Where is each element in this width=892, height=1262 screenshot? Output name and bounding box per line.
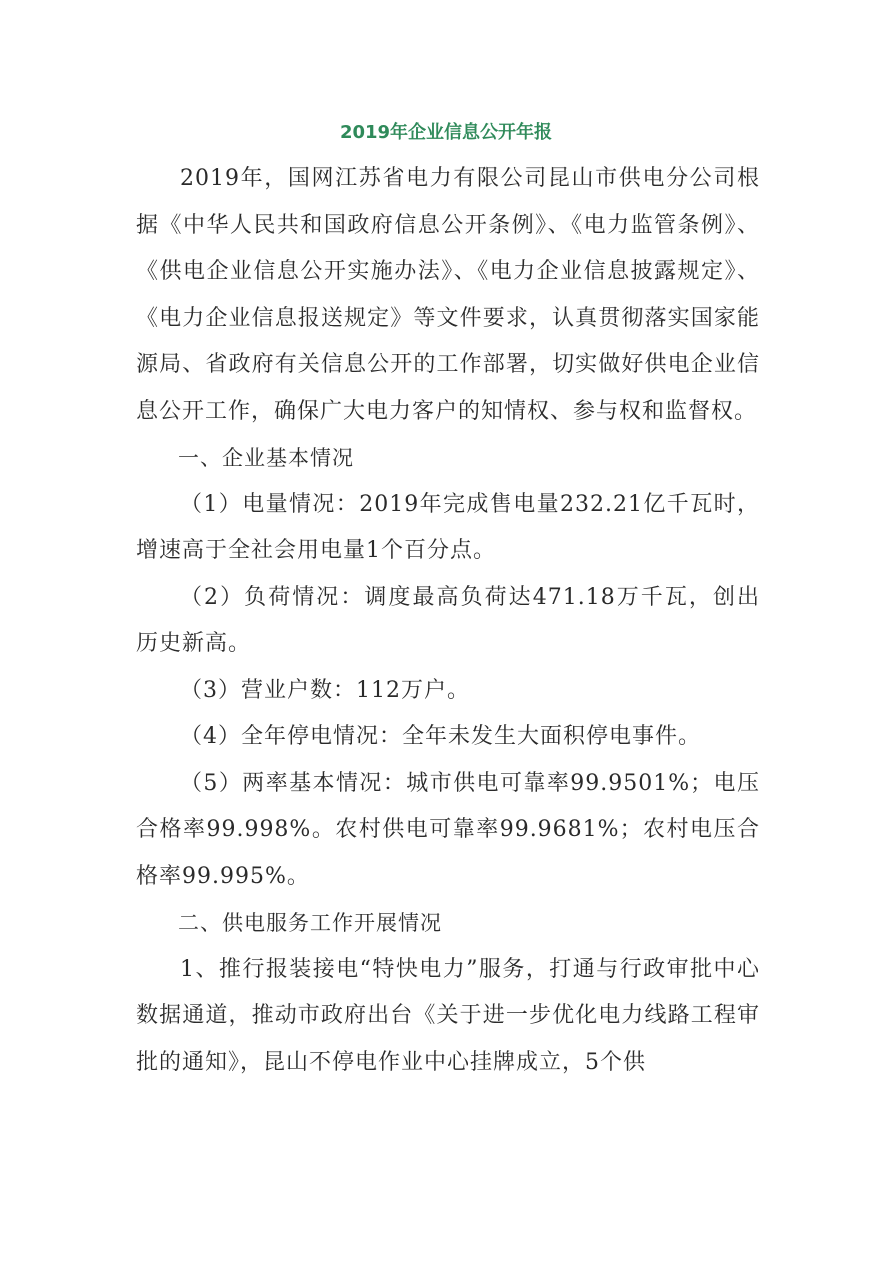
section-heading-service: 二、供电服务工作开展情况 [178, 911, 442, 935]
service-item-1: 1、推行报装接电“特快电力”服务，打通与行政审批中心数据通道，推动市政府出台《关于进一步优化电力线路工程审批的通知》，昆山不停电作业中心挂牌成立，5个供 [136, 956, 760, 1075]
document-body [136, 156, 760, 1086]
basic-info-load: （2）负荷情况：调度最高负荷达471.18万千瓦，创出历史新高。 [136, 584, 760, 656]
section-heading-basic-info: 一、企业基本情况 [178, 446, 354, 470]
basic-info-customers: （3）营业户数：112万户。 [180, 677, 470, 703]
basic-info-outage: （4）全年停电情况：全年未发生大面积停电事件。 [180, 724, 701, 749]
intro-paragraph: 2019年，国网江苏省电力有限公司昆山市供电分公司根据《中华人民共和国政府信息公开条例》、《电力监管条例》、《供电企业信息公开实施办法》、《电力企业信息披露规定》、《电力企业信息报送规定》等文件要求，认真贯彻落实国家能源局、省政府有关信息公开的工作部署，切实做好供电企业信息公开工作，确保广大电力客户的知情权、参与权和监督权。 [136, 166, 760, 424]
document-title: 2019年企业信息公开年报 [339, 122, 553, 143]
basic-info-rates: （5）两率基本情况：城市供电可靠率99.9501%；电压合格率99.998%。农村供电可靠率99.9681%；农村电压合格率99.995%。 [136, 770, 760, 889]
basic-info-electricity: （1）电量情况：2019年完成售电量232.21亿千瓦时，增速高于全社会用电量1个百分点。 [136, 491, 760, 563]
